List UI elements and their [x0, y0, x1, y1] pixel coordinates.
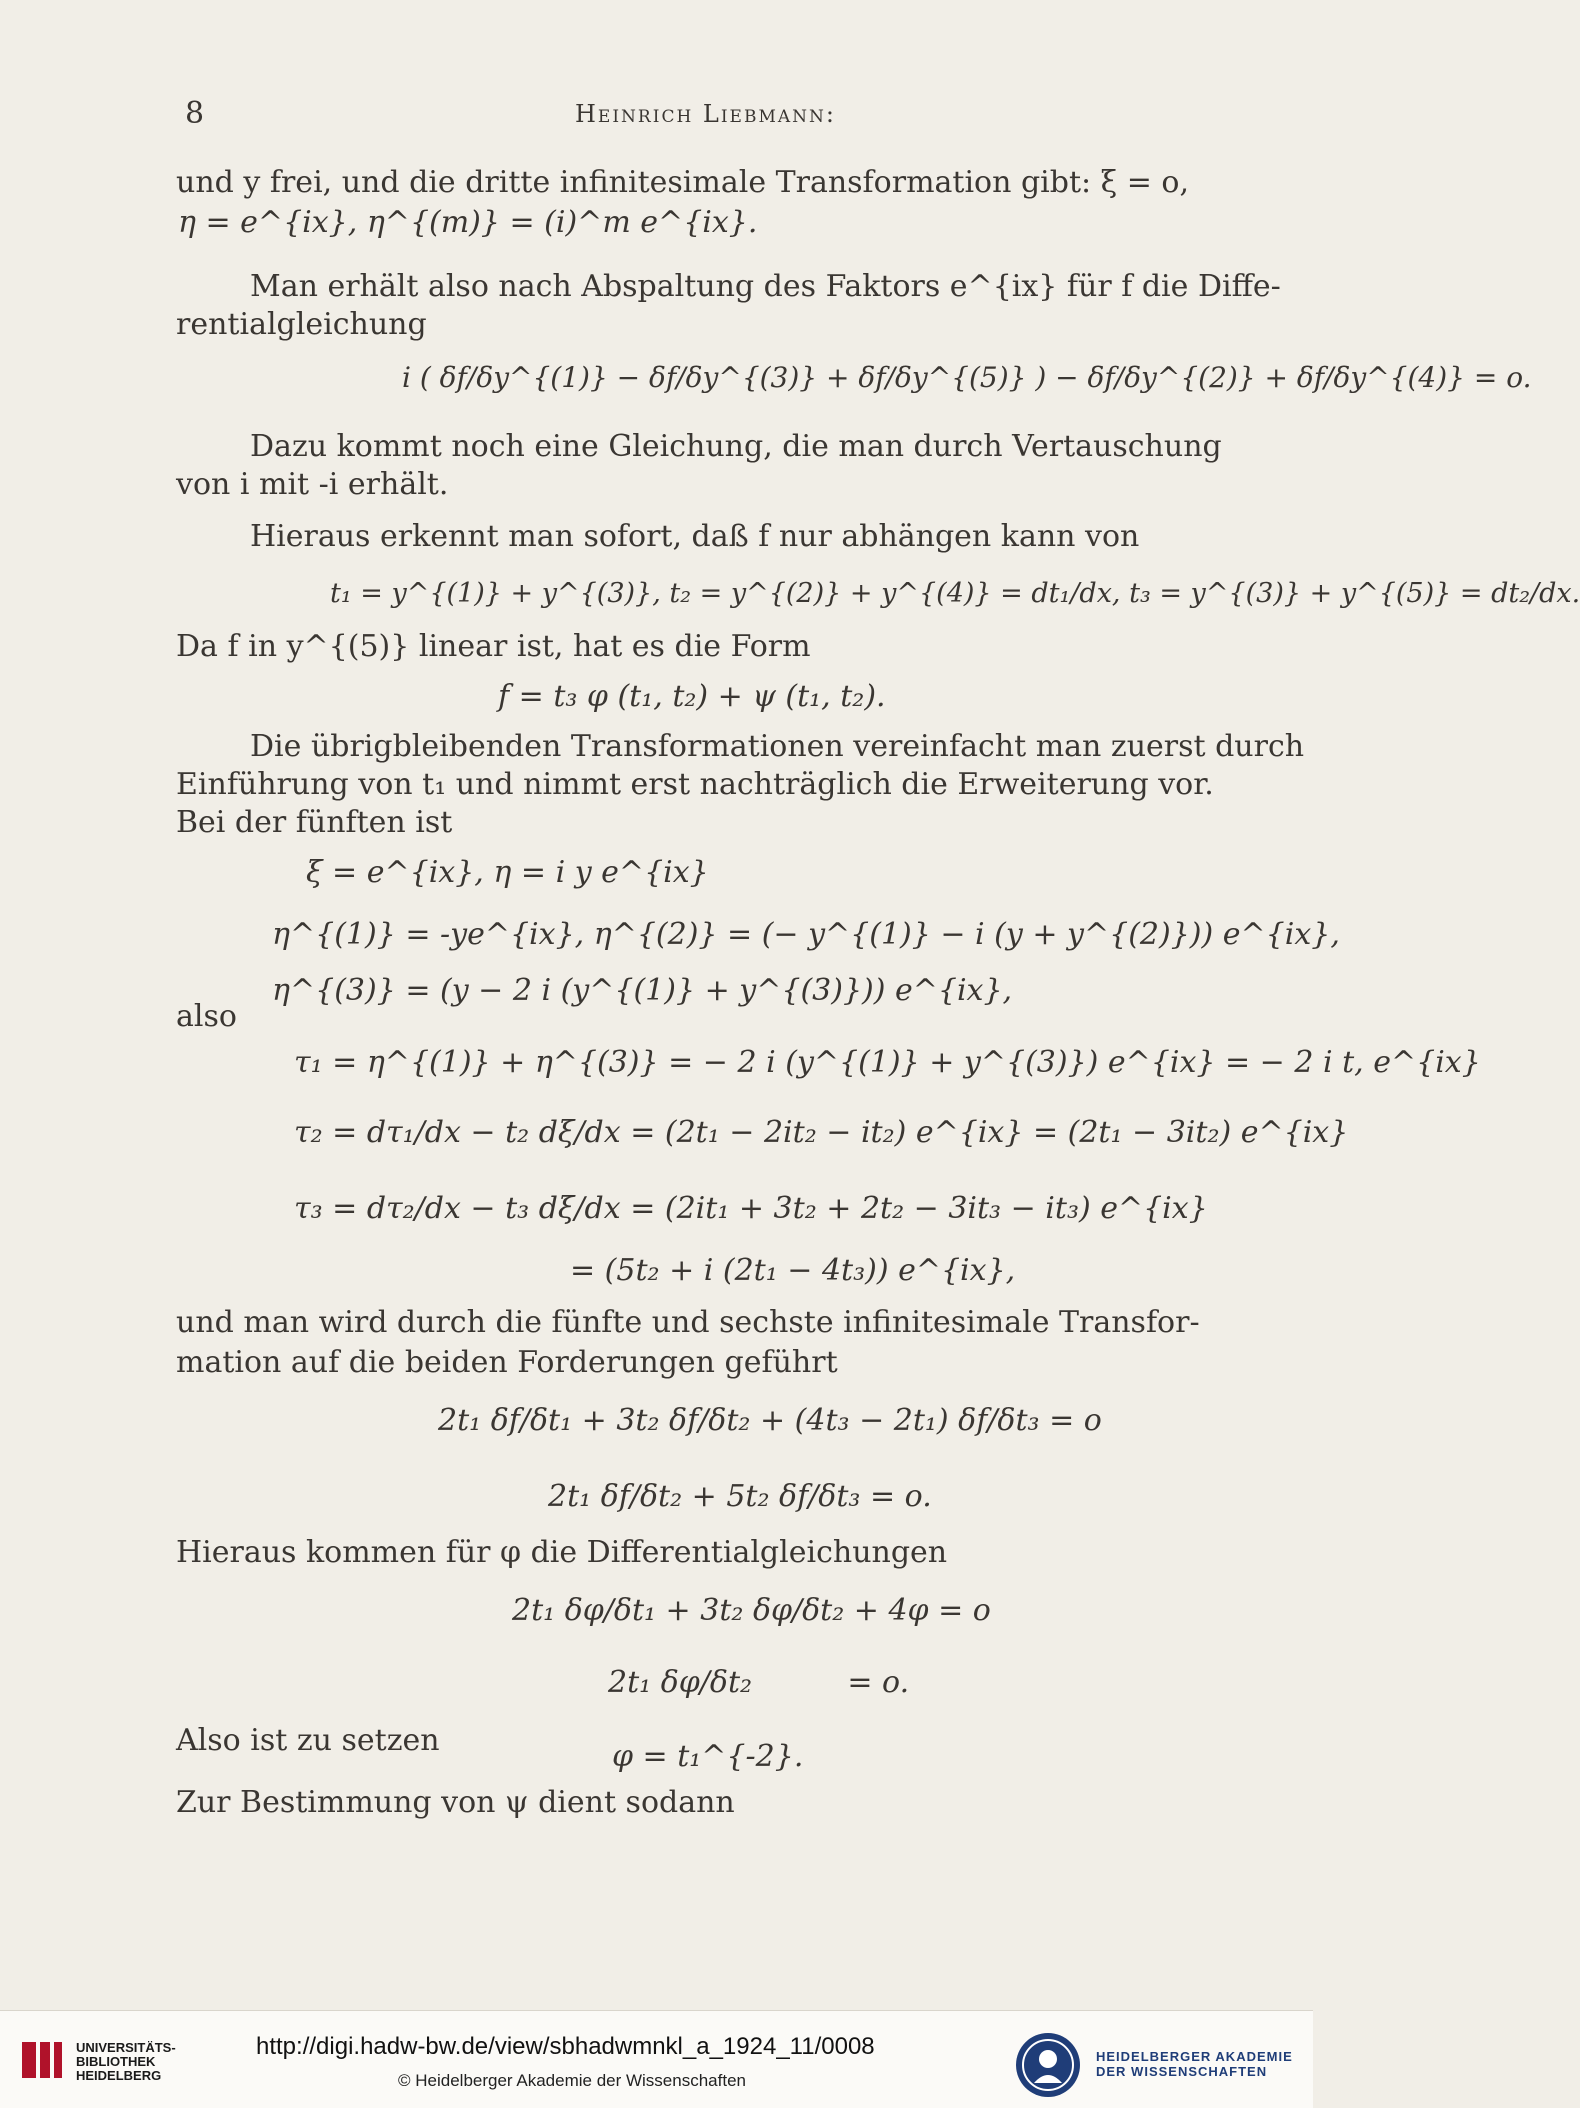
footer-bar	[0, 2010, 1313, 2108]
equation: t₁ = y^{(1)} + y^{(3)}, t₂ = y^{(2)} + y^{(4)} = dt₁/dx, t₃ = y^{(3)} + y^{(5)} = dt₂/dx.	[330, 578, 1580, 609]
text-line: also	[176, 999, 237, 1034]
page-number: 8	[185, 96, 205, 131]
text-line: mation auf die beiden Forderungen geführt	[176, 1345, 838, 1380]
text-line: Also ist zu setzen	[176, 1723, 440, 1758]
text-line: Man erhält also nach Abspaltung des Faktors e^{ix} für f die Diffe-	[250, 269, 1281, 304]
text-line: Einführung von t₁ und nimmt erst nachträglich die Erweiterung vor.	[176, 767, 1214, 802]
page-header	[185, 96, 1193, 136]
text-line: Bei der fünften ist	[176, 805, 453, 840]
running-title: Heinrich Liebmann:	[575, 100, 836, 128]
equation: η^{(1)} = -ye^{ix}, η^{(2)} = (− y^{(1)} − i (y + y^{(2)})) e^{ix},	[272, 917, 1340, 952]
equation: i ( δf/δy^{(1)} − δf/δy^{(3)} + δf/δy^{(5)} ) − δf/δy^{(2)} + δf/δy^{(4)} = o.	[402, 361, 1532, 394]
library-logo-icon	[18, 2036, 66, 2084]
text-line: von i mit -i erhält.	[176, 467, 449, 502]
equation: φ = t₁^{-2}.	[612, 1739, 804, 1774]
equation: η^{(3)} = (y − 2 i (y^{(1)} + y^{(3)})) e^{ix},	[272, 973, 1013, 1008]
equation: η = e^{ix}, η^{(m)} = (i)^m e^{ix}.	[178, 205, 758, 240]
equation: f = t₃ φ (t₁, t₂) + ψ (t₁, t₂).	[498, 679, 886, 714]
text-line: Dazu kommt noch eine Gleichung, die man durch Vertauschung	[250, 429, 1222, 464]
text-line: und man wird durch die fünfte und sechste infinitesimale Transfor-	[176, 1305, 1200, 1340]
equation: τ₁ = η^{(1)} + η^{(3)} = − 2 i (y^{(1)} + y^{(3)}) e^{ix} = − 2 i t, e^{ix}	[294, 1045, 1481, 1080]
text-line: Zur Bestimmung von ψ dient sodann	[176, 1785, 735, 1820]
permalink-url[interactable]: http://digi.hadw-bw.de/view/sbhadwmnkl_a_1924_11/0008	[256, 2033, 875, 2060]
equation: τ₂ = dτ₁/dx − t₂ dξ/dx = (2t₁ − 2it₂ − it₂) e^{ix} = (2t₁ − 3it₂) e^{ix}	[294, 1115, 1349, 1150]
academy-logo-text: HEIDELBERGER AKADEMIE DER WISSENSCHAFTEN	[1096, 2049, 1293, 2079]
equation: 2t₁ δφ/δt₁ + 3t₂ δφ/δt₂ + 4φ = o	[512, 1593, 991, 1628]
text-line: Da f in y^{(5)} linear ist, hat es die Form	[176, 629, 811, 664]
equation: τ₃ = dτ₂/dx − t₃ dξ/dx = (2it₁ + 3t₂ + 2t₂ − 3it₃ − it₃) e^{ix}	[294, 1191, 1208, 1226]
equation: 2t₁ δφ/δt₂ = o.	[608, 1665, 910, 1700]
equation: 2t₁ δf/δt₁ + 3t₂ δf/δt₂ + (4t₃ − 2t₁) δf/δt₃ = o	[438, 1403, 1102, 1438]
text-line: rentialgleichung	[176, 307, 427, 342]
text-line: Die übrigbleibenden Transformationen vereinfacht man zuerst durch	[250, 729, 1305, 764]
text-line: und y frei, und die dritte infinitesimale Transformation gibt: ξ = o,	[176, 165, 1189, 200]
equation: ξ = e^{ix}, η = i y e^{ix}	[306, 855, 709, 890]
library-logo-text: UNIVERSITÄTS- BIBLIOTHEK HEIDELBERG	[76, 2040, 176, 2083]
text-line: Hieraus erkennt man sofort, daß f nur abhängen kann von	[250, 519, 1140, 554]
equation: = (5t₂ + i (2t₁ − 4t₃)) e^{ix},	[570, 1253, 1016, 1288]
academy-seal-icon	[1014, 2031, 1082, 2099]
text-line: Hieraus kommen für φ die Differentialgleichungen	[176, 1535, 948, 1570]
equation: 2t₁ δf/δt₂ + 5t₂ δf/δt₃ = o.	[548, 1479, 932, 1514]
copyright-text: © Heidelberger Akademie der Wissenschaften	[398, 2071, 746, 2090]
